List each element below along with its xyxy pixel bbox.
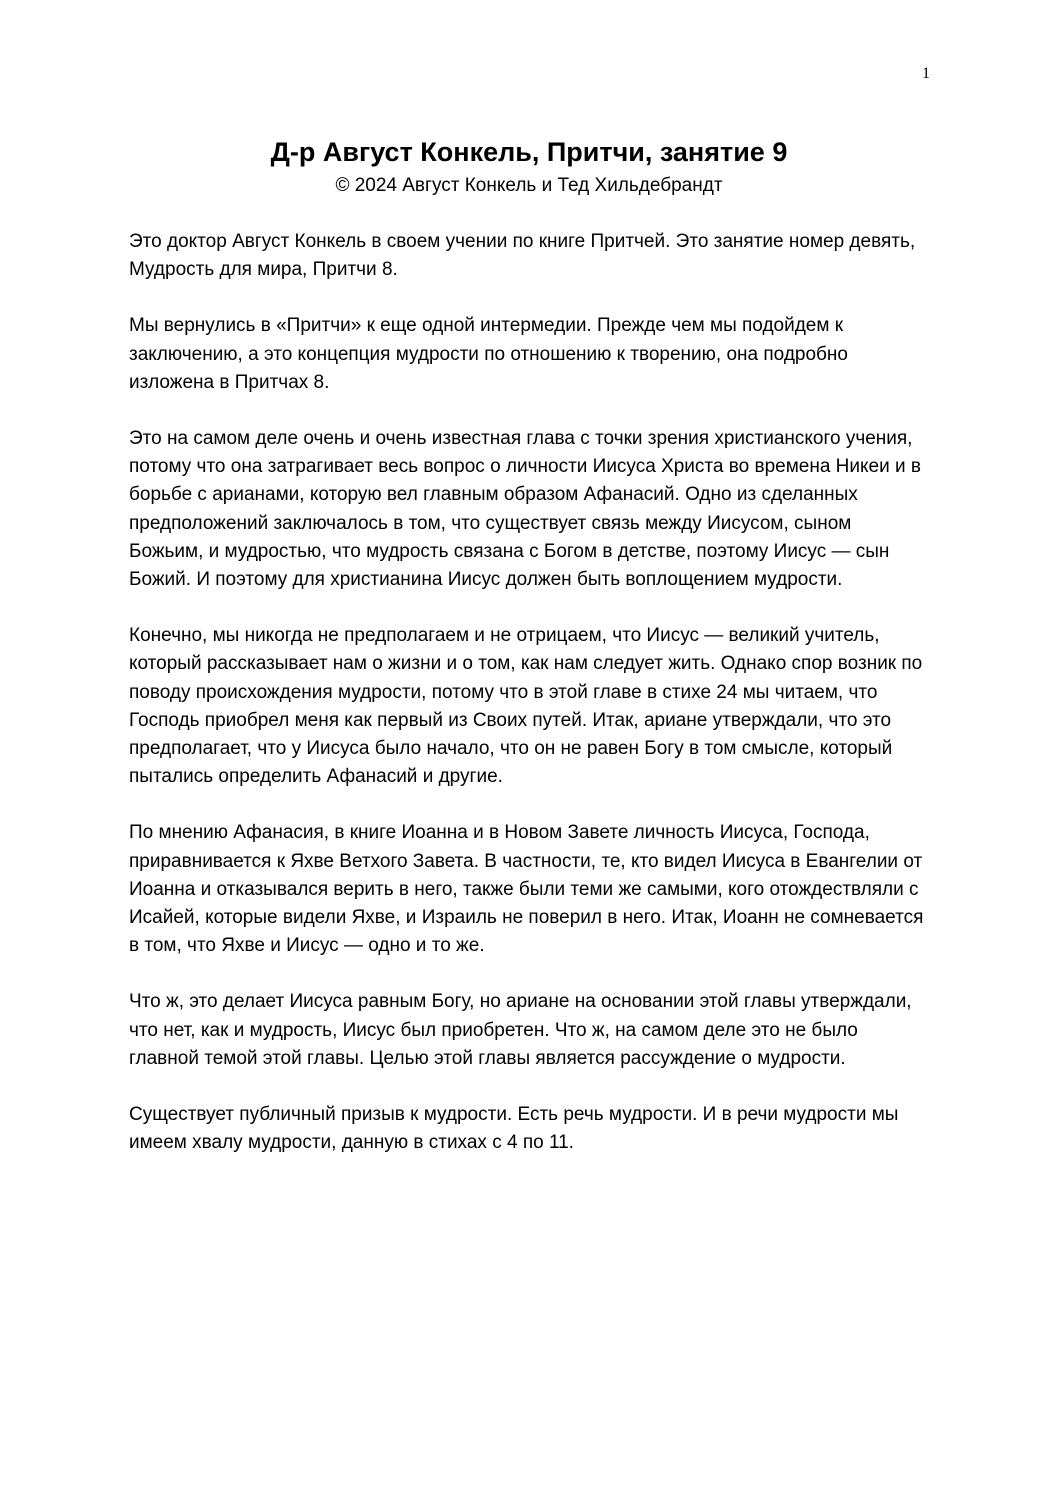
document-title: Д-р Август Конкель, Притчи, занятие 9 (270, 137, 788, 167)
paragraph: По мнению Афанасия, в книге Иоанна и в Новом Завете личность Иисуса, Господа, приравнивается к Яхве Ветхого Завета. В частности, те, кто видел Иисуса в Евангелии от Иоанна и отказывался верить в него, также были теми же самыми, кого отождествляли с Исайей, которые видели Яхве, и Израиль не поверил в него. Итак, Иоанн не сомневается в том, что Яхве и Иисус — одно и то же. (129, 822, 924, 957)
paragraph: Это доктор Август Конкель в своем учении по книге Притчей. Это занятие номер девять, Мудрость для мира, Притчи 8. (129, 231, 916, 281)
paragraph: Существует публичный призыв к мудрости. Есть речь мудрости. И в речи мудрости мы имеем хвалу мудрости, данную в стихах с 4 по 11. (129, 1104, 899, 1154)
page-number: 1 (922, 65, 930, 82)
paragraph: Это на самом деле очень и очень известная глава с точки зрения христианского учения, потому что она затрагивает весь вопрос о личности Иисуса Христа во времена Никеи и в борьбе с арианами, которую вел главным образом Афанасий. Одно из сделанных предположений заключалось в том, что существует связь между Иисусом, сыном Божьим, и мудростью, что мудрость связана с Богом в детстве, поэтому Иисус — сын Божий. И поэтому для христианина Иисус должен быть воплощением мудрости. (129, 428, 921, 591)
document-body (129, 228, 929, 1185)
paragraph: Что ж, это делает Иисуса равным Богу, но ариане на основании этой главы утверждали, что нет, как и мудрость, Иисус был приобретен. Что ж, на самом деле это не было главной темой этой главы. Целью этой главы является рассуждение о мудрости. (129, 991, 912, 1069)
paragraph: Конечно, мы никогда не предполагаем и не отрицаем, что Иисус — великий учитель, который рассказывает нам о жизни и о том, как нам следует жить. Однако спор возник по поводу происхождения мудрости, потому что в этой главе в стихе 24 мы читаем, что Господь приобрел меня как первый из Своих путей. Итак, ариане утверждали, что это предполагает, что у Иисуса было начало, что он не равен Богу в том смысле, который пытались определить Афанасий и другие. (129, 625, 923, 788)
document-header (0, 134, 1058, 199)
paragraph: Мы вернулись в «Притчи» к еще одной интермедии. Прежде чем мы подойдем к заключению, а это концепция мудрости по отношению к творению, она подробно изложена в Притчах 8. (129, 315, 848, 393)
copyright-line: © 2024 Август Конкель и Тед Хильдебрандт (335, 175, 723, 196)
